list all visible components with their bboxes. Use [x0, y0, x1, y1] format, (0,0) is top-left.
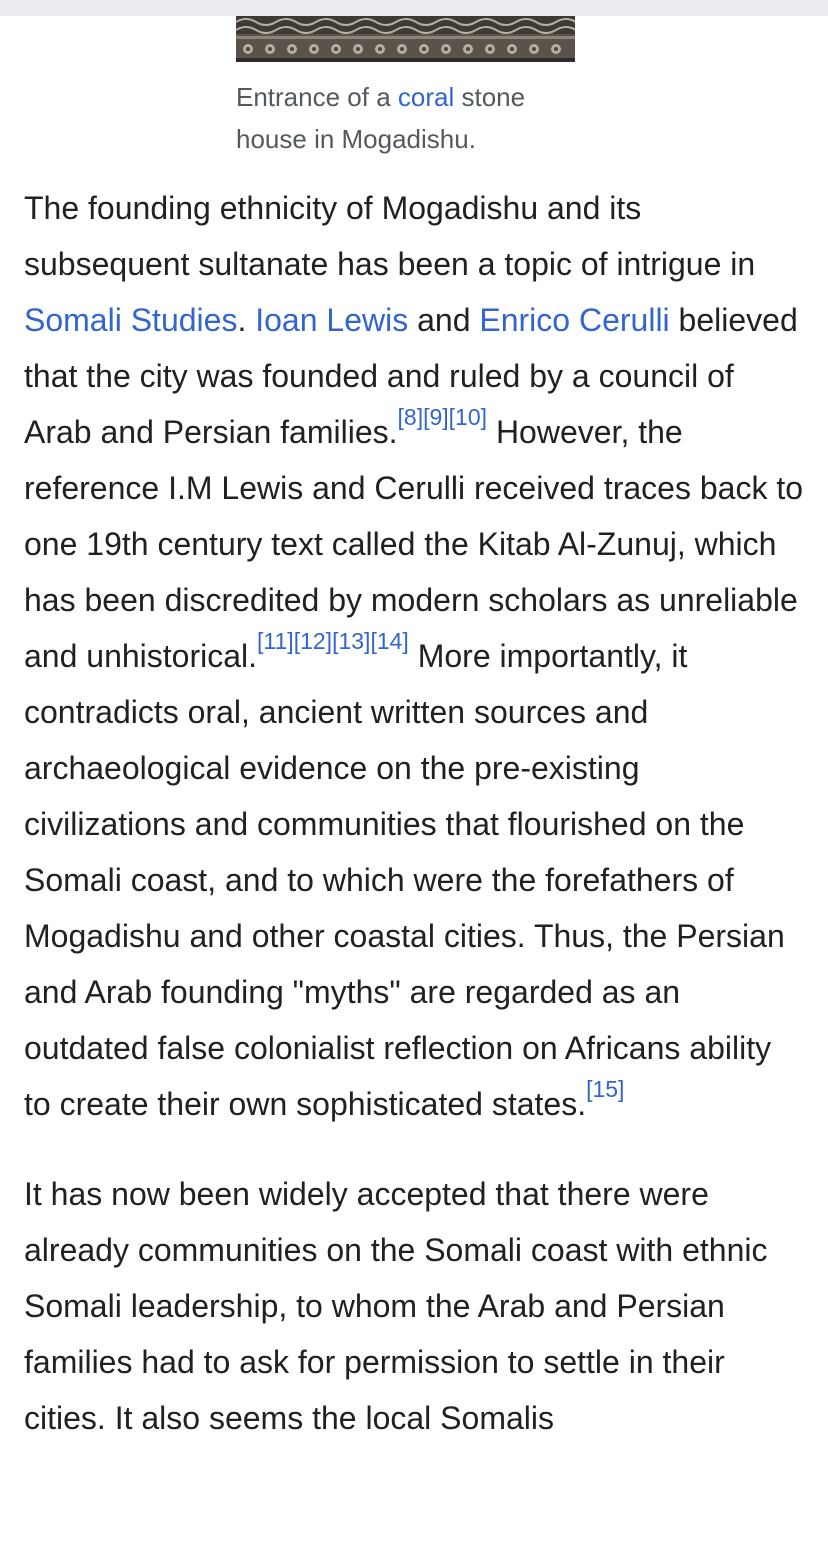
- reference-link-11[interactable]: [11]: [257, 628, 294, 654]
- enrico-cerulli-link[interactable]: Enrico Cerulli: [479, 302, 670, 338]
- paragraph-text: believed that the city was founded and ruled by a council of Arab and Persian families.: [24, 302, 798, 450]
- reference-link-13[interactable]: [13]: [332, 628, 371, 654]
- coral-stone-carving-image[interactable]: [236, 16, 575, 62]
- somali-studies-link[interactable]: Somali Studies: [24, 302, 238, 338]
- reference-group: [398, 404, 488, 430]
- caption-text: house in Mogadishu.: [236, 124, 476, 154]
- paragraph-text: It has now been widely accepted that there were already communities on the Somali coast with ethnic Somali leadership, to whom the Arab and Persian families had to ask for permission to settle in their cities. It also seems the local Somalis: [24, 1176, 768, 1436]
- reference-link-14[interactable]: [14]: [370, 628, 409, 654]
- carving-pattern: [236, 16, 575, 62]
- paragraph-text: .: [237, 302, 256, 338]
- top-scroll-edge: [0, 0, 828, 16]
- caption-text: stone: [454, 82, 526, 112]
- reference-link-10[interactable]: [10]: [448, 404, 488, 430]
- reference-link-8[interactable]: [8]: [397, 404, 424, 430]
- paragraph-text: More importantly, it contradicts oral, ancient written sources and archaeological evidence on the pre-existing civilizations and communities that flourished on the Somali coast, and to which were the forefathers of Mogadishu and other coastal cities. Thus, the Persian and Arab founding "myths" are regarded as an outdated false colonialist reflection on Africans ability to create their own sophisticated states.: [24, 638, 785, 1122]
- ioan-lewis-link[interactable]: Ioan Lewis: [255, 302, 409, 338]
- caption-text: Entrance of a: [236, 82, 398, 112]
- paragraph-founding: [24, 180, 804, 1132]
- article-body: [24, 180, 804, 1446]
- reference-link-9[interactable]: [9]: [423, 404, 449, 430]
- coral-link[interactable]: coral: [397, 82, 455, 112]
- paragraph-text: However, the reference I.M Lewis and Cerulli received traces back to one 19th century text called the Kitab Al-Zunuj, which has been discredited by modern scholars as unreliable and unhistorical.: [24, 414, 804, 674]
- reference-group: [257, 628, 409, 654]
- reference-link-12[interactable]: [12]: [293, 628, 333, 654]
- reference-group: [586, 1076, 624, 1102]
- paragraph-text: and: [408, 302, 480, 338]
- paragraph-text: The founding ethnicity of Mogadishu and its subsequent sultanate has been a topic of intrigue in: [24, 190, 756, 282]
- figure-caption: [236, 76, 596, 160]
- paragraph-somali-communities: [24, 1166, 804, 1446]
- reference-link-15[interactable]: [15]: [586, 1076, 625, 1102]
